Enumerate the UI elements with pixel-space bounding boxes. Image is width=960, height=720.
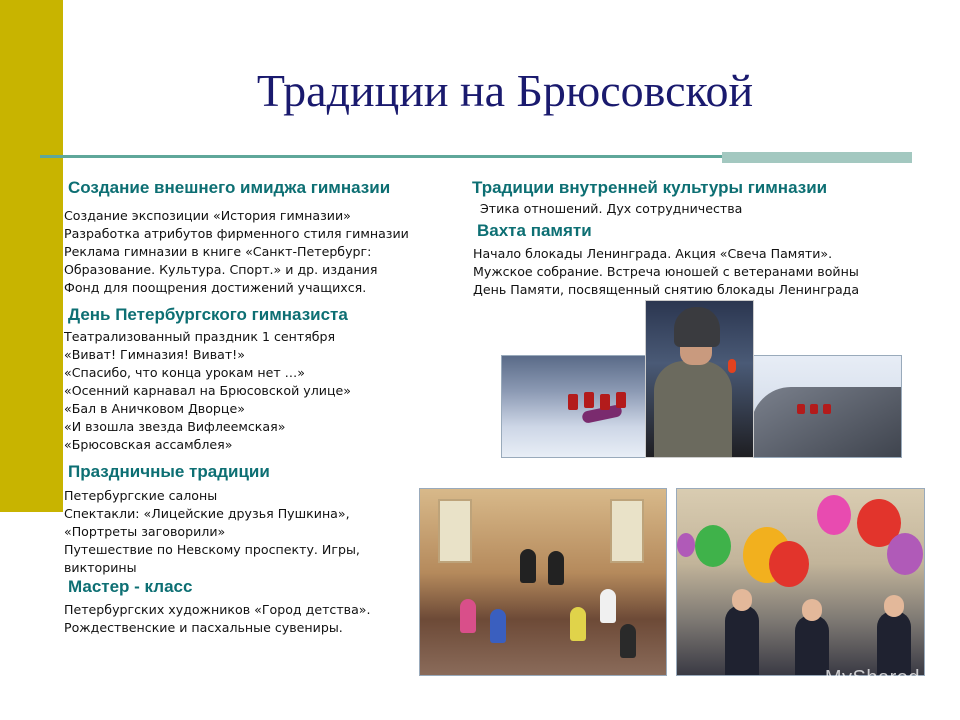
- text-line: Разработка атрибутов фирменного стиля гимназии: [64, 226, 409, 241]
- memorial-stone: [751, 387, 901, 457]
- title-divider-gap: [722, 149, 912, 152]
- text-inner-culture: [480, 200, 742, 218]
- heading-inner-culture: Традиции внутренней культуры гимназии: [472, 178, 828, 197]
- text-line: «Брюсовская ассамблея»: [64, 437, 233, 452]
- child-face: [732, 589, 752, 611]
- text-holidays: [64, 487, 360, 577]
- balloon: [769, 541, 809, 587]
- child: [490, 609, 506, 643]
- child: [600, 589, 616, 623]
- child-face: [884, 595, 904, 617]
- child: [520, 549, 536, 583]
- balloon: [887, 533, 923, 575]
- balloon: [695, 525, 731, 567]
- text-line: Реклама гимназии в книге «Санкт-Петербург:: [64, 244, 372, 259]
- child: [620, 624, 636, 658]
- balloon: [817, 495, 851, 535]
- text-line: «И взошла звезда Вифлеемская»: [64, 419, 286, 434]
- text-image: [64, 207, 409, 297]
- candle: [616, 392, 626, 408]
- candle-flame: [728, 359, 736, 373]
- candle: [797, 404, 805, 414]
- child: [460, 599, 476, 633]
- text-memory-watch: [473, 245, 859, 299]
- text-line: Спектакли: «Лицейские друзья Пушкина»,: [64, 506, 350, 521]
- text-line: Создание экспозиции «История гимназии»: [64, 208, 351, 223]
- text-line: День Памяти, посвященный снятию блокады Ленинграда: [473, 282, 860, 297]
- heading-holidays: Праздничные традиции: [68, 462, 270, 481]
- text-line: «Виват! Гимназия! Виват!»: [64, 347, 245, 362]
- coat: [654, 361, 732, 458]
- text-line: «Бал в Аничковом Дворце»: [64, 401, 245, 416]
- text-masterclass: [64, 601, 371, 637]
- text-line: Театрализованный праздник 1 сентября: [64, 329, 336, 344]
- candle: [823, 404, 831, 414]
- balloons-classroom-photo: [676, 488, 925, 676]
- child: [570, 607, 586, 641]
- balloon: [677, 533, 695, 557]
- child: [548, 551, 564, 585]
- heading-image: Создание внешнего имиджа гимназии: [68, 178, 391, 197]
- text-line: Образование. Культура. Спорт.» и др. издания: [64, 262, 378, 277]
- heading-memory-watch: Вахта памяти: [477, 221, 592, 240]
- text-line: «Осенний карнавал на Брюсовской улице»: [64, 383, 351, 398]
- watermark: MyShared: [824, 667, 920, 689]
- text-line: «Спасибо, что конца урокам нет …»: [64, 365, 305, 380]
- slide-title: Традиции на Брюсовской: [256, 65, 754, 116]
- candle: [584, 392, 594, 408]
- window: [438, 499, 472, 563]
- child: [877, 611, 911, 675]
- child-face: [802, 599, 822, 621]
- heading-gymnasist-day: День Петербургского гимназиста: [68, 305, 348, 324]
- text-line: викторины: [64, 560, 137, 575]
- hat: [674, 307, 720, 347]
- text-line: Петербургских художников «Город детства».: [64, 602, 371, 617]
- candle: [810, 404, 818, 414]
- text-line: Рождественские и пасхальные сувениры.: [64, 620, 343, 635]
- person-with-candle-photo: [645, 300, 754, 458]
- child: [795, 615, 829, 675]
- text-gymnasist-day: [64, 328, 351, 454]
- child: [725, 605, 759, 675]
- text-line: Петербургские салоны: [64, 488, 218, 503]
- text-line: Начало блокады Ленинграда. Акция «Свеча Памяти».: [473, 246, 833, 261]
- candle: [600, 394, 610, 410]
- window: [610, 499, 644, 563]
- text-line: Фонд для поощрения достижений учащихся.: [64, 280, 367, 295]
- text-line: Путешествие по Невскому проспекту. Игры,: [64, 542, 360, 557]
- text-line: Этика отношений. Дух сотрудничества: [480, 201, 743, 216]
- text-line: Мужское собрание. Встреча юношей с ветеранами войны: [473, 264, 859, 279]
- school-hall-photo: [419, 488, 667, 676]
- text-line: «Портреты заговорили»: [64, 524, 226, 539]
- candle: [568, 394, 578, 410]
- heading-masterclass: Мастер - класс: [68, 577, 193, 596]
